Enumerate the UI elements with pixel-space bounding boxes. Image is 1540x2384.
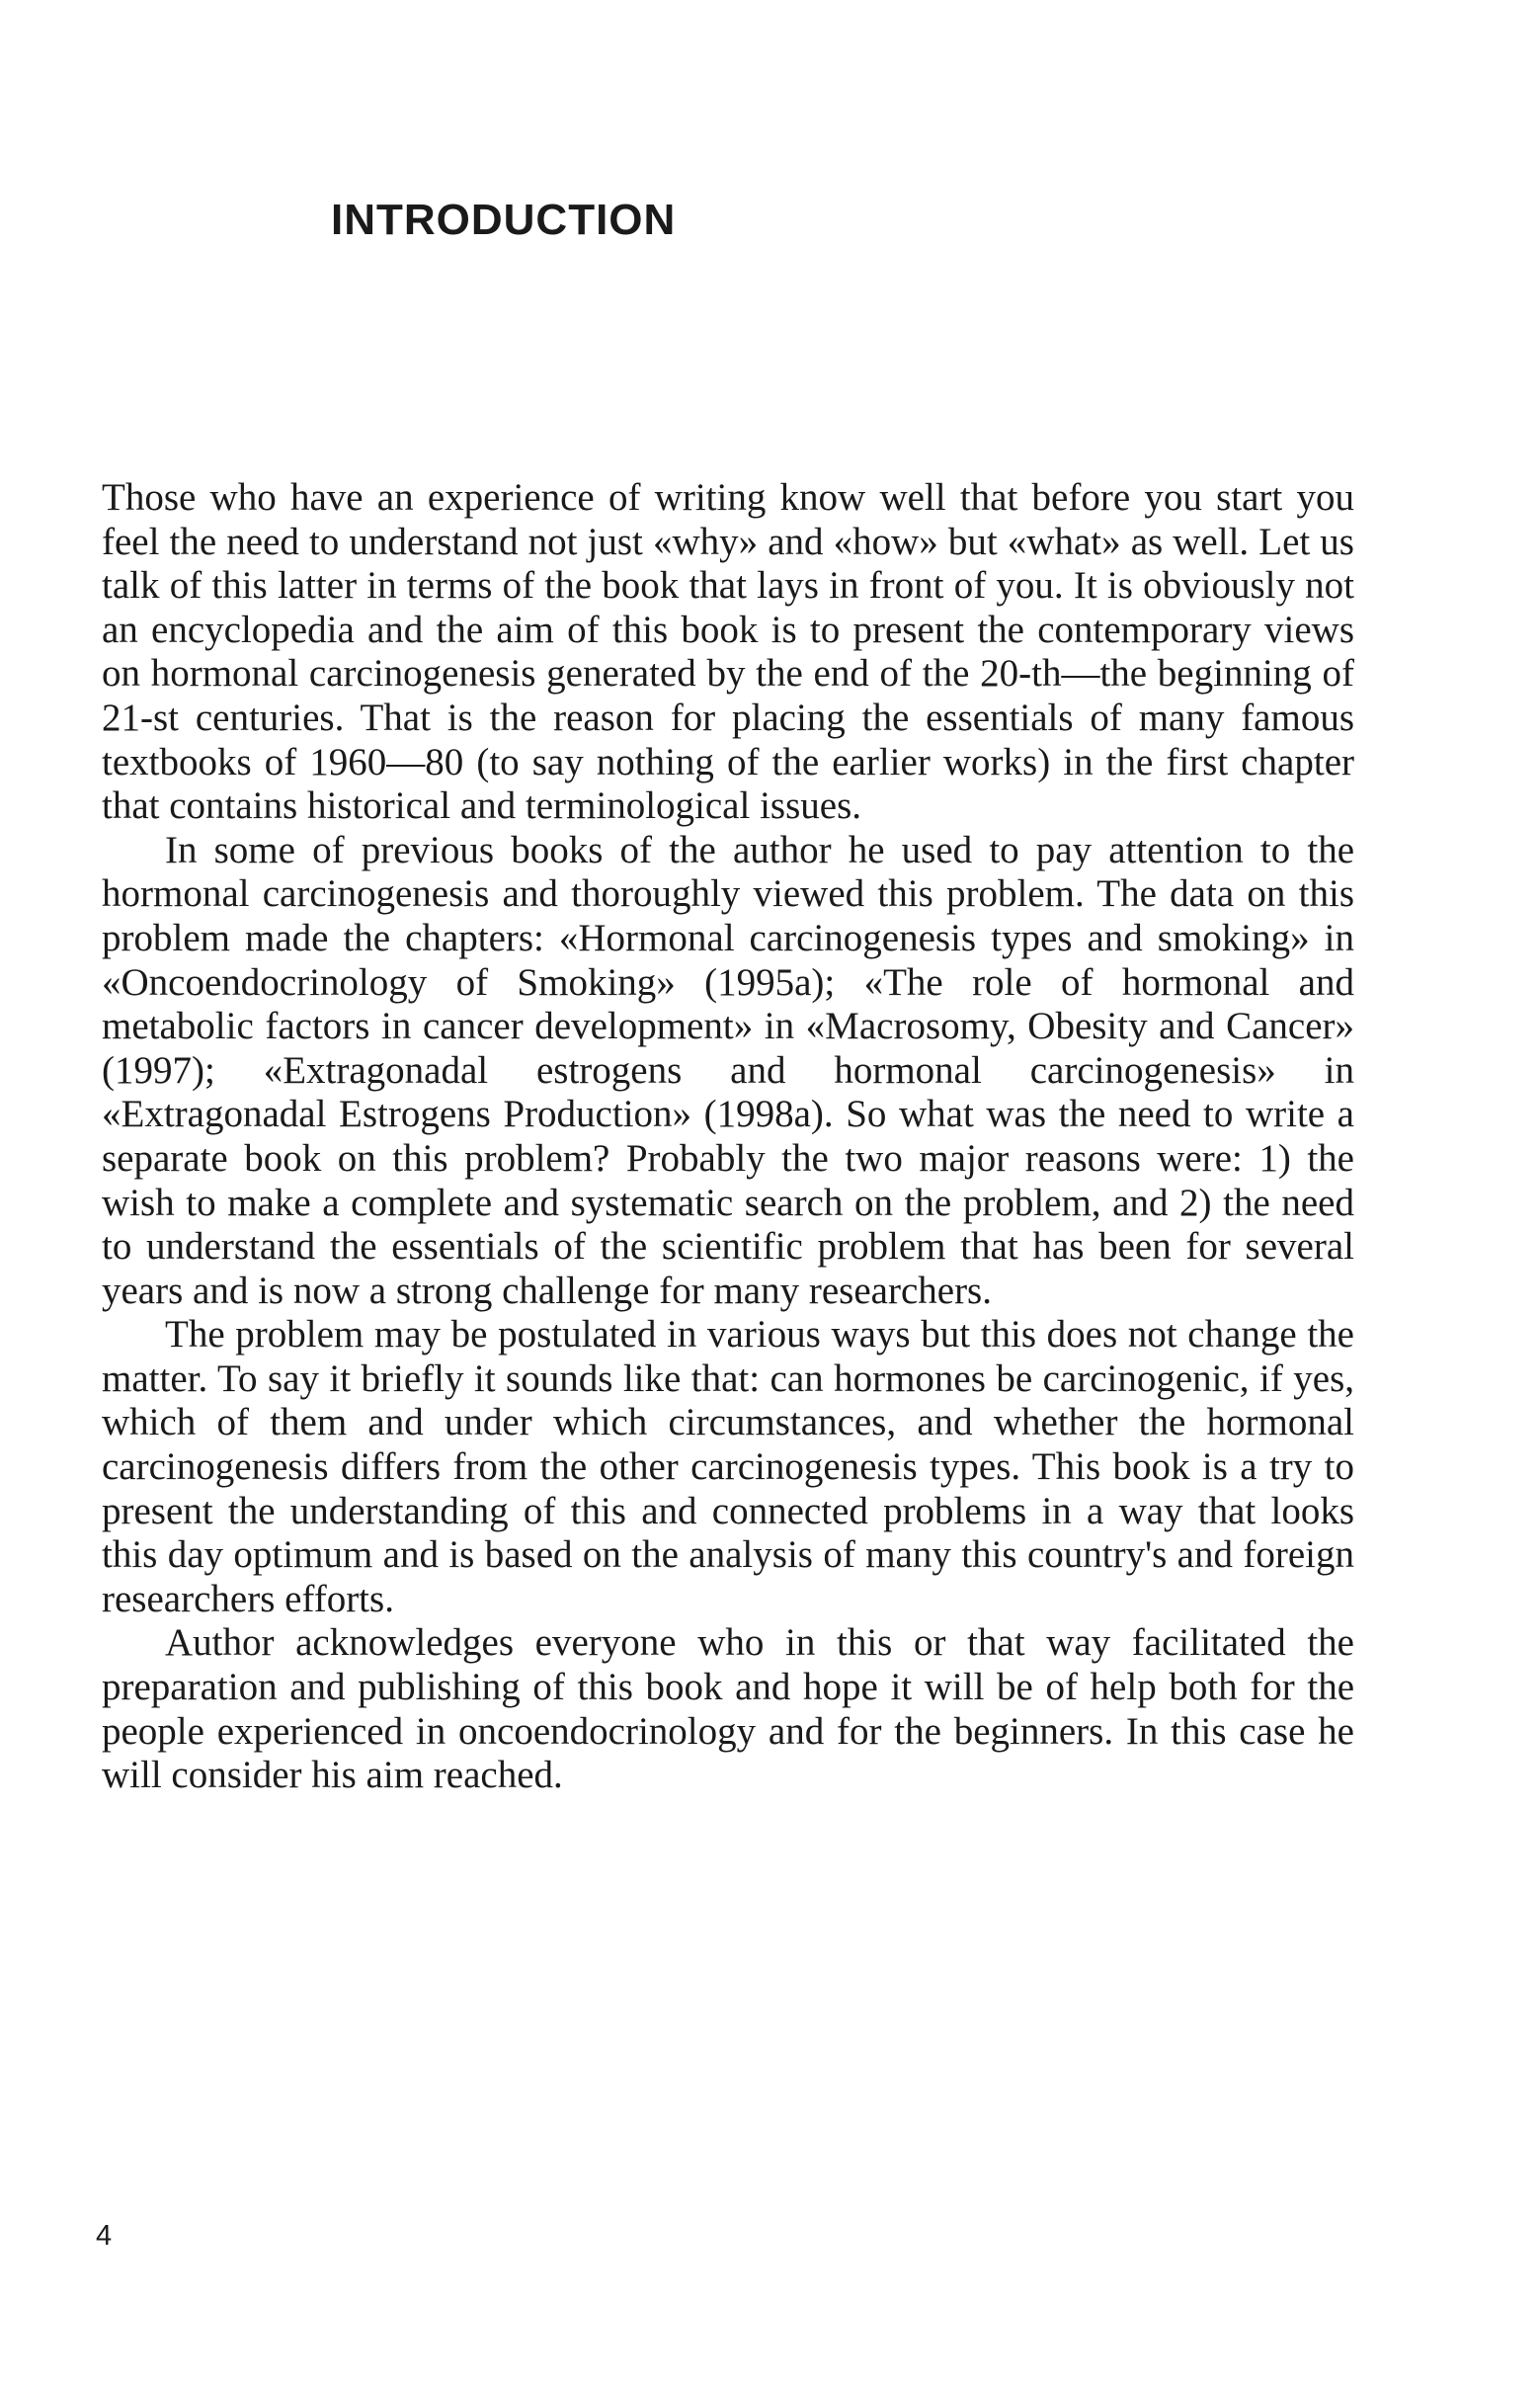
paragraph-4: Author acknowledges everyone who in this or that way facilitated the preparation and publishing of this book and hope it will be of help both for the people experienced in oncoendocrinology and for the beginners. In this case he will consider his aim reached. (102, 1621, 1354, 1797)
body-text (102, 476, 1354, 1798)
paragraph-3: The problem may be postulated in various ways but this does not change the matter. To say it briefly it sounds like that: can hormones be carcinogenic, if yes, which of them and under which circumstances, and whether the hormonal carcinogenesis differs from the other carcinogenesis types. This book is a try to present the understanding of this and connected problems in a way that looks this day optimum and is based on the analysis of many this country's and foreign researchers efforts. (102, 1313, 1354, 1620)
page-number: 4 (96, 2220, 113, 2252)
page-title: INTRODUCTION (331, 196, 677, 244)
paragraph-1: Those who have an experience of writing know well that before you start you feel the need to understand not just «why» and «how» but «what» as well. Let us talk of this latter in terms of the book that lays in front of you. It is obviously not an encyclopedia and the aim of this book is to present the contemporary views on hormonal carcinogenesis generated by the end of the 20-th—the beginning of 21-st centuries. That is the reason for placing the essentials of many famous textbooks of 1960—80 (to say nothing of the earlier works) in the first chapter that contains historical and terminological issues. (102, 476, 1354, 828)
paragraph-2: In some of previous books of the author he used to pay attention to the hormonal carcinogenesis and thoroughly viewed this problem. The data on this problem made the chapters: «Hormonal carcinogenesis types and smoking» in «Oncoendocrinology of Smoking» (1995a); «The role of hormonal and metabolic factors in cancer development» in «Macrosomy, Obesity and Cancer» (1997); «Extragonadal estrogens and hormonal carcinogenesis» in «Extragonadal Estrogens Production» (1998a). So what was the need to write a separate book on this problem? Probably the two major reasons were: 1) the wish to make a complete and systematic search on the problem, and 2) the need to understand the essentials of the scientific problem that has been for several years and is now a strong challenge for many researchers. (102, 828, 1354, 1312)
